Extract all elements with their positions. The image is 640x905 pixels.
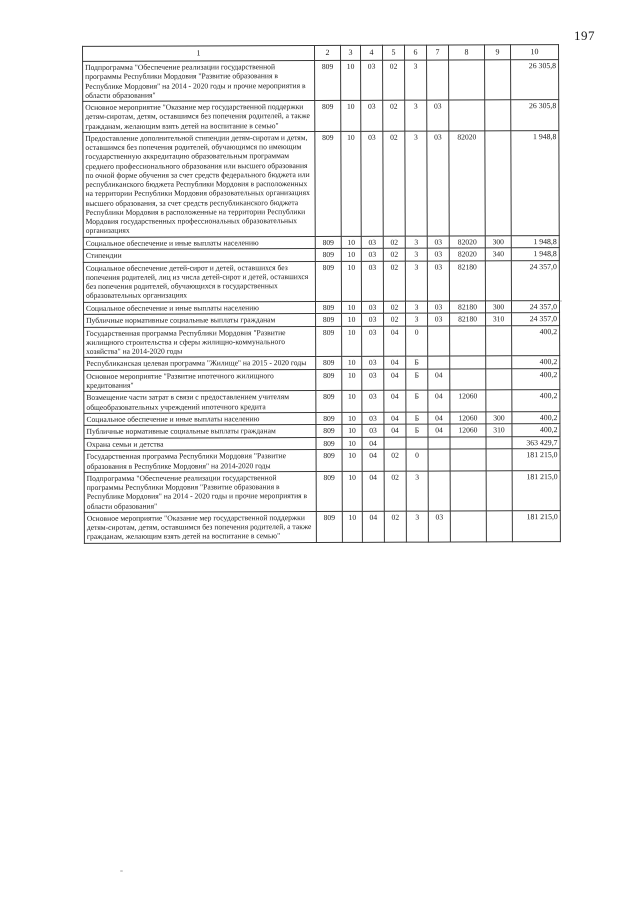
cell-section: 10 xyxy=(342,391,362,413)
cell-subprogram: Б xyxy=(406,424,428,437)
cell-program: 02 xyxy=(383,60,405,100)
cell-activity: 04 xyxy=(428,412,450,425)
cell-activity: 03 xyxy=(427,131,449,236)
cell-subsection: 03 xyxy=(361,301,383,314)
cell-item-name xyxy=(84,357,316,370)
column-header-5: 5 xyxy=(383,45,405,60)
cell-chapter: 809 xyxy=(316,391,342,413)
column-header-10: 10 xyxy=(511,45,559,60)
cell-expense-type: 300 xyxy=(485,300,511,313)
cell-section: 10 xyxy=(342,437,362,450)
cell-activity: 03 xyxy=(427,236,449,249)
cell-amount: 24 357,0 xyxy=(511,300,559,313)
cell-chapter: 809 xyxy=(316,471,342,511)
cell-amount: 1 948,8 xyxy=(511,130,559,235)
cell-activity: 03 xyxy=(427,301,449,314)
cell-item-name xyxy=(83,101,315,133)
page-number: 197 xyxy=(574,28,595,43)
table-row xyxy=(84,390,560,413)
cell-amount: 24 357,0 xyxy=(511,260,559,300)
cell-amount: 400,2 xyxy=(512,411,560,424)
cell-subsection: 04 xyxy=(362,437,384,450)
table-row xyxy=(83,60,559,102)
cell-section: 10 xyxy=(342,357,362,370)
table-row xyxy=(83,100,559,133)
cell-amount: 1 948,8 xyxy=(511,235,559,248)
cell-subprogram: Б xyxy=(406,390,428,412)
cell-activity: 03 xyxy=(428,313,450,326)
column-header-8: 8 xyxy=(449,45,485,60)
cell-chapter: 809 xyxy=(315,131,341,236)
cell-chapter: 809 xyxy=(316,326,342,357)
budget-table xyxy=(82,44,561,543)
cell-expense-type xyxy=(486,369,512,391)
cell-subsection: 03 xyxy=(361,131,383,236)
cell-subsection: 03 xyxy=(362,412,384,425)
cell-program: 02 xyxy=(383,236,405,249)
table-row xyxy=(84,325,560,358)
cell-program: 04 xyxy=(384,369,406,391)
cell-subsection: 03 xyxy=(362,326,384,357)
cell-item-name xyxy=(84,314,316,327)
item-name-text: Подпрограмма "Обеспечение реализации государственной программы Республики Мордовия "Развитие образования в Республике Мордовия" на 2014 - 2020 годы и прочие мероприятия в области образования" xyxy=(86,472,308,511)
cell-section: 10 xyxy=(342,425,362,438)
cell-subsection: 03 xyxy=(361,261,383,301)
cell-activity xyxy=(428,449,450,471)
cell-activity: 03 xyxy=(428,511,450,542)
budget-table-container xyxy=(82,44,560,543)
cell-program: 02 xyxy=(383,248,405,261)
column-header-1: 1 xyxy=(83,46,315,62)
scan-speck xyxy=(560,300,562,302)
cell-item-name xyxy=(83,236,315,249)
cell-subprogram: 3 xyxy=(405,131,427,236)
cell-subsection: 03 xyxy=(362,391,384,413)
cell-section: 10 xyxy=(342,511,362,542)
cell-chapter: 809 xyxy=(315,301,341,314)
cell-subsection: 03 xyxy=(362,357,384,370)
table-body xyxy=(83,60,561,543)
cell-program: 04 xyxy=(384,424,406,437)
cell-expense-type xyxy=(485,100,511,131)
cell-expense-code xyxy=(450,356,486,369)
cell-section: 10 xyxy=(342,471,362,511)
cell-chapter: 809 xyxy=(316,511,342,542)
cell-program: 02 xyxy=(384,511,406,542)
cell-activity: 03 xyxy=(427,248,449,261)
cell-expense-type xyxy=(485,60,511,100)
cell-subsection: 03 xyxy=(362,369,384,391)
cell-section: 10 xyxy=(341,100,361,131)
cell-item-name xyxy=(83,61,315,102)
cell-expense-type xyxy=(485,260,511,300)
cell-item-name xyxy=(84,425,316,438)
cell-chapter: 809 xyxy=(316,437,342,450)
cell-subsection: 04 xyxy=(362,471,384,511)
cell-subprogram: 3 xyxy=(405,60,427,100)
cell-expense-type: 310 xyxy=(486,424,512,437)
cell-program: 04 xyxy=(384,390,406,412)
cell-chapter: 809 xyxy=(316,313,342,326)
item-name-text: Социальное обеспечение и иные выплаты населению xyxy=(85,302,259,313)
item-name-text: Публичные нормативные социальные выплаты гражданам xyxy=(86,315,276,325)
cell-item-name xyxy=(84,450,316,472)
cell-section: 10 xyxy=(342,450,362,472)
table-row xyxy=(84,449,560,472)
cell-section: 10 xyxy=(341,131,361,236)
cell-amount: 181 215,0 xyxy=(512,449,560,471)
cell-chapter: 809 xyxy=(316,369,342,391)
cell-amount: 400,2 xyxy=(512,325,560,356)
cell-activity: 04 xyxy=(428,390,450,412)
cell-item-name xyxy=(83,131,315,237)
cell-expense-code xyxy=(449,60,485,100)
cell-program: 02 xyxy=(383,261,405,301)
cell-expense-code: 82020 xyxy=(449,248,485,261)
cell-expense-code: 12060 xyxy=(450,412,486,425)
cell-amount: 400,2 xyxy=(512,368,560,390)
cell-subprogram: Б xyxy=(406,356,428,369)
cell-expense-type: 310 xyxy=(486,313,512,326)
cell-subprogram: 3 xyxy=(405,100,427,131)
cell-item-name xyxy=(84,391,316,413)
table-row xyxy=(84,368,560,391)
cell-expense-code: 82180 xyxy=(449,260,485,300)
item-name-text: Основное мероприятие "Оказание мер государственной поддержки детям-сиротам, детям, оставшимся без попечения родителей, а также гражданам, желающим взять детей на воспитание в семью" xyxy=(86,512,312,542)
cell-expense-code: 82020 xyxy=(449,235,485,248)
item-name-text: Стипендии xyxy=(85,250,122,260)
column-header-2: 2 xyxy=(315,45,341,60)
cell-program: 02 xyxy=(384,449,406,471)
cell-amount: 26 305,8 xyxy=(511,100,559,131)
table-row xyxy=(84,510,560,543)
cell-section: 10 xyxy=(341,236,361,249)
cell-program: 02 xyxy=(383,301,405,314)
item-name-text: Основное мероприятие "Развитие ипотечного жилищного кредитования" xyxy=(86,370,274,390)
cell-subprogram: 3 xyxy=(406,511,428,542)
cell-item-name xyxy=(84,511,316,543)
cell-expense-code xyxy=(450,511,486,542)
cell-expense-type: 300 xyxy=(486,412,512,425)
item-name-text: Республиканская целевая программа "Жилище" на 2015 - 2020 годы xyxy=(86,358,307,369)
cell-chapter: 809 xyxy=(316,357,342,370)
cell-program: 04 xyxy=(384,326,406,357)
cell-program: 02 xyxy=(384,471,406,511)
cell-expense-type xyxy=(486,356,512,369)
item-name-text: Государственная программа Республики Мордовия "Развитие образования в Республике Мордовия" на 2014-2020 годы xyxy=(86,451,287,471)
cell-subsection: 03 xyxy=(361,60,383,100)
cell-section: 10 xyxy=(341,60,361,100)
cell-item-name xyxy=(84,471,316,512)
item-name-text: Возмещение части затрат в связи с предоставлением учителям общеобразовательных учреждений ипотечного кредита xyxy=(86,392,290,412)
cell-amount: 24 357,0 xyxy=(512,313,560,326)
cell-program: 04 xyxy=(384,412,406,425)
cell-section: 10 xyxy=(341,261,361,301)
cell-expense-code xyxy=(450,449,486,471)
cell-subprogram: 3 xyxy=(405,301,427,314)
cell-expense-type xyxy=(486,511,512,542)
cell-chapter: 809 xyxy=(315,100,341,131)
cell-item-name xyxy=(84,412,316,425)
cell-section: 10 xyxy=(341,301,361,314)
item-name-text: Государственная программа Республики Мордовия "Развитие жилищного строительства и сферы жилищно-коммунального хозяйства" на 2014-2020 годы xyxy=(86,327,286,356)
cell-activity: 03 xyxy=(427,261,449,301)
cell-expense-type xyxy=(486,449,512,471)
table-row xyxy=(84,470,560,512)
item-name-text: Предоставление дополнительной стипендии детям-сиротам и детям, оставшимся без попечения родителей, обучающимся по имеющим государственную аккредитацию образовательным программам среднего профессионального образования или высшего образования по очной форме обучения за счет средств федерального бюджета или республиканского бюджета Республики Мордовия в расположенных на территории Республики Мордовия образовательных организациях высшего образования, за счет средств республиканского бюджета Республики Мордовия в расположенные на территории Республики Мордовия государственных профессиональных образовательных организациях xyxy=(85,132,310,236)
cell-chapter: 809 xyxy=(316,450,342,472)
cell-subsection: 03 xyxy=(362,313,384,326)
cell-expense-type xyxy=(486,325,512,356)
cell-section: 10 xyxy=(342,369,362,391)
column-header-6: 6 xyxy=(405,45,427,60)
cell-program xyxy=(384,437,406,450)
cell-subprogram: 3 xyxy=(405,261,427,301)
item-name-text: Подпрограмма "Обеспечение реализации государственной программы Республики Мордовия "Развитие образования в Республике Мордовия" на 2014 - 2020 годы и прочие мероприятия в области образования" xyxy=(85,62,306,100)
cell-subprogram: 3 xyxy=(406,471,428,511)
cell-expense-code: 82180 xyxy=(449,300,485,313)
cell-activity: 03 xyxy=(427,100,449,131)
cell-section: 10 xyxy=(342,313,362,326)
cell-program: 02 xyxy=(383,100,405,131)
cell-activity xyxy=(428,356,450,369)
cell-expense-type xyxy=(485,131,511,236)
cell-expense-code xyxy=(450,325,486,356)
cell-section: 10 xyxy=(342,326,362,357)
item-name-text: Социальное обеспечение и иные выплаты населению xyxy=(85,237,259,248)
cell-amount: 400,2 xyxy=(512,424,560,437)
cell-subsection: 04 xyxy=(362,511,384,542)
cell-expense-code: 82020 xyxy=(449,131,485,236)
cell-expense-code xyxy=(450,471,486,511)
cell-section: 10 xyxy=(341,248,361,261)
cell-subsection: 03 xyxy=(361,100,383,131)
cell-amount: 400,2 xyxy=(512,356,560,369)
cell-amount: 181 215,0 xyxy=(512,470,560,510)
cell-subsection: 04 xyxy=(362,450,384,472)
table-row xyxy=(83,260,559,302)
cell-activity xyxy=(428,437,450,450)
item-name-text: Публичные нормативные социальные выплаты гражданам xyxy=(86,426,276,437)
cell-activity xyxy=(428,326,450,357)
cell-expense-code: 12060 xyxy=(450,390,486,412)
cell-subprogram: 3 xyxy=(405,236,427,249)
cell-chapter: 809 xyxy=(315,261,341,301)
cell-subprogram: Б xyxy=(406,412,428,425)
item-name-text: Охрана семьи и детства xyxy=(86,439,164,449)
cell-expense-code xyxy=(449,100,485,131)
cell-activity xyxy=(428,471,450,511)
cell-chapter: 809 xyxy=(316,412,342,425)
cell-expense-code xyxy=(450,369,486,391)
cell-amount: 26 305,8 xyxy=(511,60,559,100)
cell-item-name xyxy=(84,326,316,358)
scan-speck xyxy=(120,870,123,872)
cell-subprogram: 3 xyxy=(405,248,427,261)
cell-expense-type xyxy=(486,390,512,412)
cell-item-name xyxy=(83,301,315,314)
cell-subprogram: Б xyxy=(406,369,428,391)
column-header-7: 7 xyxy=(427,45,449,60)
cell-chapter: 809 xyxy=(315,60,341,100)
cell-section: 10 xyxy=(342,412,362,425)
column-header-9: 9 xyxy=(485,45,511,60)
cell-amount: 181 215,0 xyxy=(512,510,560,541)
cell-expense-type: 340 xyxy=(485,248,511,261)
cell-subprogram: 0 xyxy=(406,449,428,471)
cell-expense-code xyxy=(450,437,486,450)
cell-item-name xyxy=(84,369,316,391)
cell-program: 04 xyxy=(384,356,406,369)
cell-subsection: 03 xyxy=(362,425,384,438)
cell-item-name xyxy=(84,437,316,450)
cell-subprogram: 3 xyxy=(406,313,428,326)
cell-chapter: 809 xyxy=(315,236,341,249)
cell-amount: 363 429,7 xyxy=(512,436,560,449)
cell-chapter: 809 xyxy=(315,248,341,261)
cell-expense-type xyxy=(486,471,512,511)
cell-item-name xyxy=(83,261,315,302)
cell-subprogram: 0 xyxy=(406,326,428,357)
cell-amount: 1 948,8 xyxy=(511,248,559,261)
cell-program: 02 xyxy=(383,131,405,236)
column-header-4: 4 xyxy=(361,45,383,60)
cell-subsection: 03 xyxy=(361,236,383,249)
cell-expense-code: 82180 xyxy=(450,313,486,326)
cell-item-name xyxy=(83,249,315,262)
cell-activity: 04 xyxy=(428,424,450,437)
cell-subprogram xyxy=(406,437,428,450)
cell-expense-code: 12060 xyxy=(450,424,486,437)
cell-activity: 04 xyxy=(428,369,450,391)
item-name-text: Основное мероприятие "Оказание мер государственной поддержки детям-сиротам, детям, оставшимся без попечения родителей, а также гражданам, желающим взять детей на воспитание в семью" xyxy=(85,102,310,131)
item-name-text: Социальное обеспечение и иные выплаты населению xyxy=(86,413,260,424)
table-row xyxy=(83,130,559,237)
cell-program: 02 xyxy=(384,313,406,326)
cell-chapter: 809 xyxy=(316,425,342,438)
cell-expense-type xyxy=(486,437,512,450)
cell-expense-type: 300 xyxy=(485,235,511,248)
cell-subsection: 03 xyxy=(361,248,383,261)
cell-amount: 400,2 xyxy=(512,390,560,412)
item-name-text: Социальное обеспечение детей-сирот и детей, оставшихся без попечения родителей, лиц из числа детей-сирот и детей, оставшихся без попечения родителей, обучающихся в государственных образовательных организациях xyxy=(85,262,309,301)
cell-activity xyxy=(427,60,449,100)
column-header-3: 3 xyxy=(341,45,361,60)
